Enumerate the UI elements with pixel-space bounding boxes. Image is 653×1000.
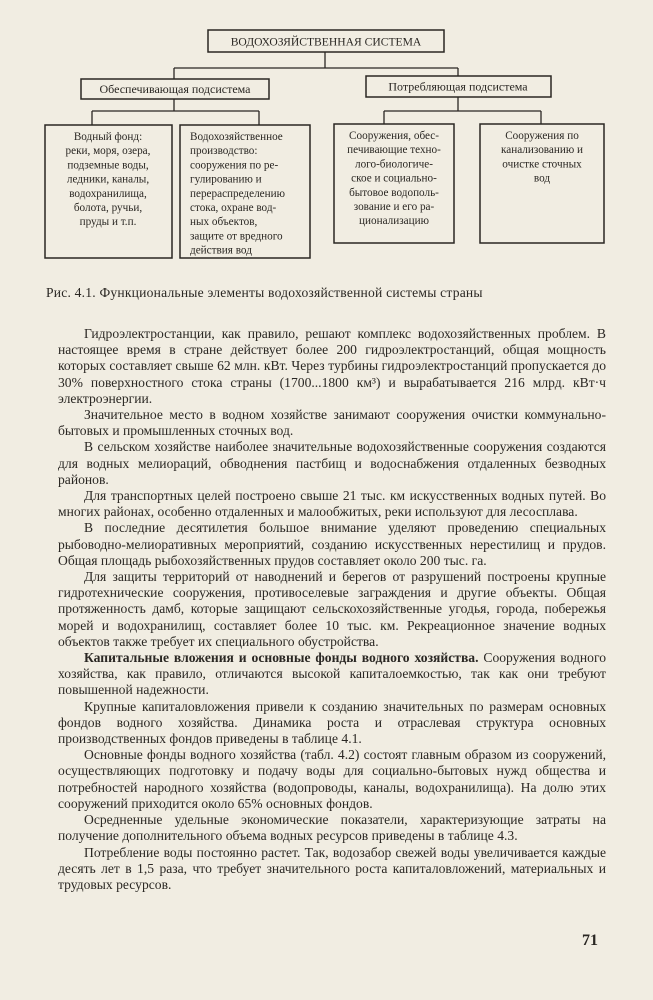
paragraph: Для защиты территорий от наводнений и берегов от разрушений построены крупные гидротехнические сооружения, противоселевые заграждения и другие объекты. Общая протяженность дамб, которые защищают сельскохозяйственные угодья, города, побережья морей и водохранилищ, составляет более 10 тыс. км. Рекреационное значение водных объектов также требует их специального обустройства. bbox=[58, 569, 606, 649]
leaf-box-line: печивающие техно- bbox=[347, 144, 441, 157]
paragraph: Значительное место в водном хозяйстве занимают сооружения очистки коммунально-бытовых и промышленных сточных вод. bbox=[58, 407, 606, 439]
paragraph: В последние десятилетия большое внимание уделяют проведению специальных рыбоводно-мелиоративных мероприятий, созданию искусственных нерестилищ и прудов. Общая площадь рыбохозяйственных прудов составляет около 200 тыс. га. bbox=[58, 520, 606, 568]
leaf-box-line: Сооружения по bbox=[505, 130, 579, 142]
subsystem-node-left-label: Обеспечивающая подсистема bbox=[99, 82, 251, 96]
leaf-box-line: гулированию и bbox=[190, 173, 262, 186]
leaf-box-line: Водный фонд: bbox=[73, 131, 143, 143]
leaf-box-water-fund-text bbox=[66, 131, 151, 228]
leaf-box-line: зование и его ра- bbox=[353, 201, 435, 213]
leaf-box-line: Водохозяйственное bbox=[190, 131, 283, 143]
section-heading: Капитальные вложения и основные фонды водного хозяйства. bbox=[84, 650, 479, 666]
subsystem-node-left bbox=[81, 79, 269, 99]
leaf-box-line: пруды и т.п. bbox=[79, 216, 137, 229]
paragraph: Осредненные удельные экономические показатели, характеризующие затраты на получение дополнительного объема водных ресурсов приведены в таблице 4.3. bbox=[58, 812, 606, 844]
leaf-box-line: ское и социально- bbox=[351, 172, 437, 185]
paragraph: Крупные капиталовложения привели к созданию значительных по размерам основных фондов водного хозяйства. Динамика роста и отраслевая структура основных производственных фондов приведены в таблице 4.1. bbox=[58, 698, 606, 747]
paragraph: Потребление воды постоянно растет. Так, водозабор свежей воды увеличивается каждые десять лет в 1,5 раза, что требует значительного роста капиталовложений, материальных и трудовых ресурсов. bbox=[58, 844, 606, 892]
leaf-box-line: защите от вредного bbox=[190, 230, 283, 243]
leaf-box-line: реки, моря, озера, bbox=[65, 145, 151, 158]
paragraph: Гидроэлектростанции, как правило, решают комплекс водохозяйственных проблем. В настоящее время в стране действует более 200 гидроэлектростанций, общая мощность которых составляет свыше 62 млн. кВт. Через турбины гидроэлектростанций пропускается до 30% поверхностного стока страны (1700...1800 км³) и вырабатывается 216 млрд. кВт·ч электроэнергии. bbox=[58, 326, 606, 406]
paragraph bbox=[58, 650, 606, 699]
leaf-box-line: Сооружения, обес- bbox=[349, 130, 439, 142]
leaf-box-line: действия вод bbox=[190, 244, 252, 257]
paragraph-text: Сооружения водного хозяйства, как правило, отличаются высокой капиталоемкостью, так как они требуют повышенной надежности. bbox=[58, 650, 606, 698]
paragraph: Для транспортных целей построено свыше 21 тыс. км искусственных водных путей. Во многих районах, особенно отдаленных и малообжитых, реки используют для лесосплава. bbox=[58, 488, 606, 520]
leaf-box-line: бытовое водополь- bbox=[349, 186, 439, 199]
leaf-box-line: сооружения по ре- bbox=[190, 159, 279, 172]
figure-4-1-diagram bbox=[0, 0, 653, 280]
paragraph: Основные фонды водного хозяйства (табл. 4.2) состоят главным образом из сооружений, осуществляющих подготовку и подачу воды для социально-бытовых нужд общества и потребностей народного хозяйства (водопроводы, каналы, водохранилища). На долю этих сооружений приходится около 65% основных фондов. bbox=[58, 747, 606, 811]
page-number: 71 bbox=[582, 932, 598, 949]
leaf-box-water-use-facilities-text bbox=[347, 130, 441, 227]
figure-caption: Рис. 4.1. Функциональные элементы водохозяйственной системы страны bbox=[46, 285, 483, 300]
leaf-box-line: водохранилища, bbox=[69, 187, 147, 200]
subsystem-node-right bbox=[366, 76, 551, 97]
leaf-box-line: ных объектов, bbox=[190, 216, 258, 229]
leaf-box-line: болота, ручьи, bbox=[73, 202, 143, 214]
leaf-box-water-production-text bbox=[190, 131, 285, 257]
subsystem-node-right-label: Потребляющая подсистема bbox=[388, 79, 528, 94]
root-node bbox=[208, 30, 444, 52]
leaf-box-line: стока, охране вод- bbox=[190, 202, 277, 214]
leaf-box-line: подземные воды, bbox=[67, 159, 149, 172]
leaf-box-line: перераспределению bbox=[190, 187, 285, 200]
leaf-box-line: ционализацию bbox=[359, 215, 429, 228]
leaf-box-line: очистке сточных bbox=[502, 158, 582, 171]
leaf-box-line: канализованию и bbox=[500, 144, 584, 157]
body-text bbox=[58, 326, 606, 893]
leaf-box-sewage-facilities-text bbox=[501, 130, 583, 185]
leaf-box-line: лого-биологиче- bbox=[354, 158, 434, 171]
leaf-box-line: вод bbox=[533, 172, 551, 185]
leaf-box-line: производство: bbox=[190, 145, 258, 158]
leaf-box-line: ледники, каналы, bbox=[66, 173, 150, 186]
paragraph: В сельском хозяйстве наиболее значительные водохозяйственные сооружения создаются для водных мелиораций, обводнения пастбищ и водоснабжения отдаленных безводных районов. bbox=[58, 439, 606, 487]
root-node-label: ВОДОХОЗЯЙСТВЕННАЯ СИСТЕМА bbox=[230, 35, 422, 49]
